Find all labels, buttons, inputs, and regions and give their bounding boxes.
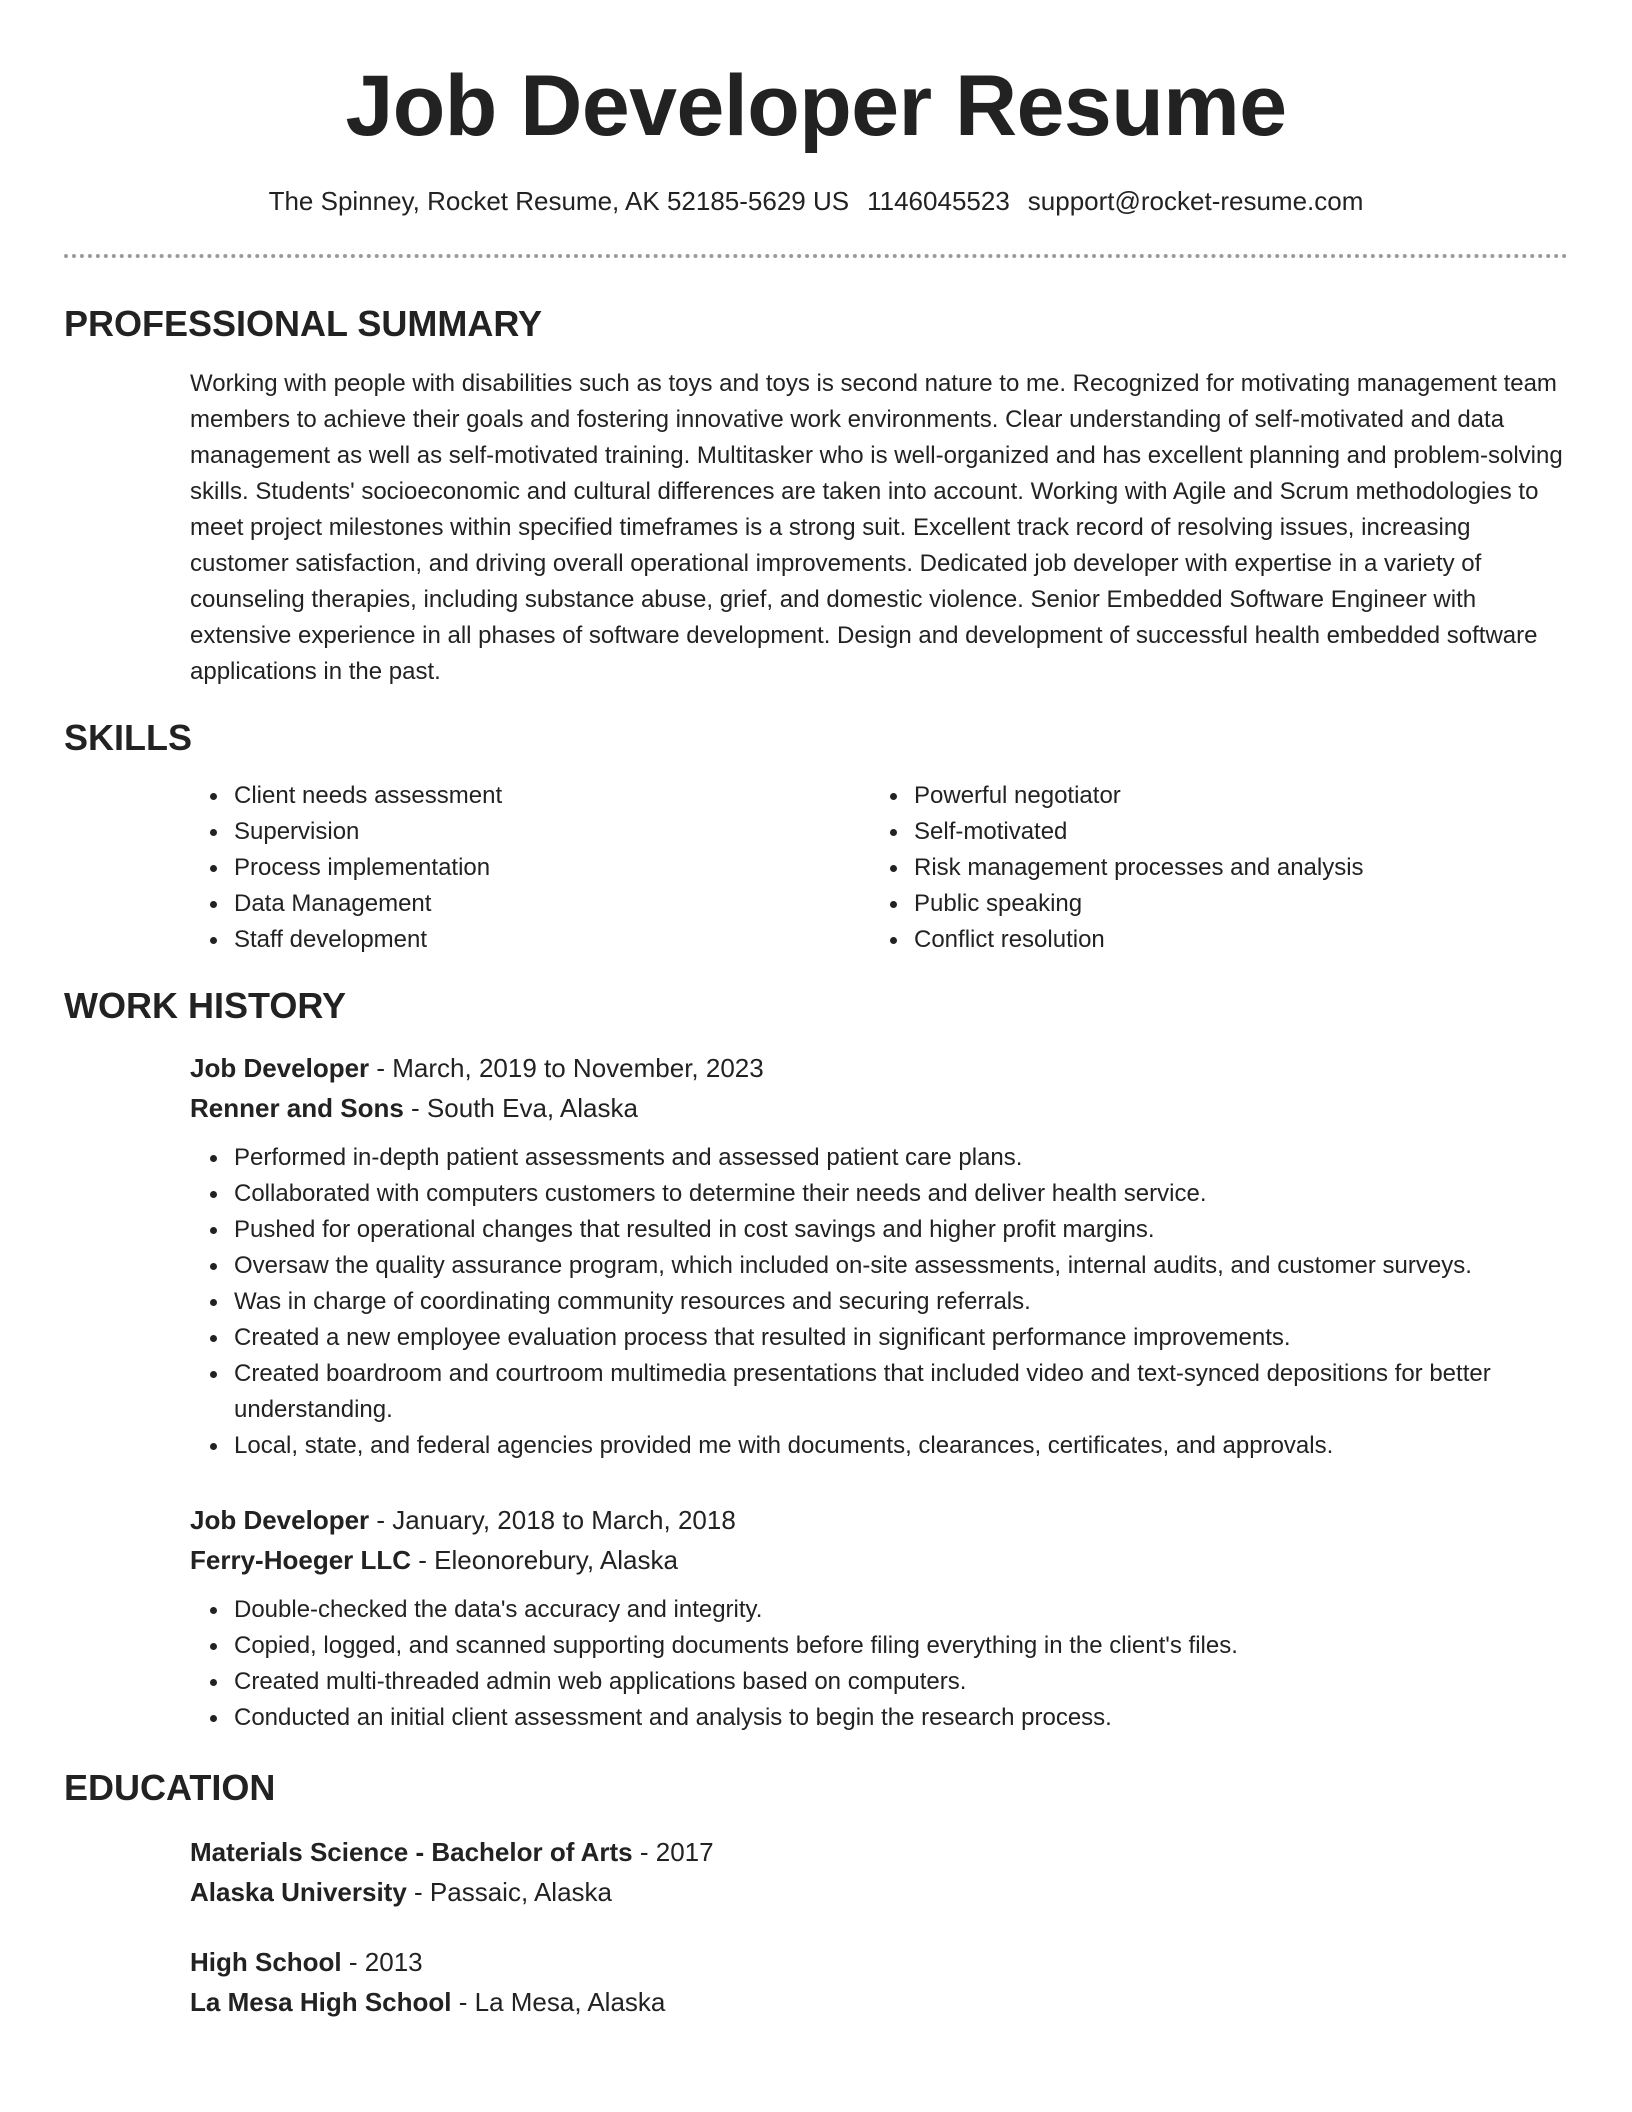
skill-item: Supervision bbox=[234, 814, 870, 850]
job-company: Renner and Sons bbox=[190, 1093, 404, 1123]
job-dates: - January, 2018 to March, 2018 bbox=[369, 1505, 736, 1535]
skill-item: Data Management bbox=[234, 886, 870, 922]
job-duties bbox=[190, 1592, 1568, 1736]
skill-item: Process implementation bbox=[234, 850, 870, 886]
skill-item: Client needs assessment bbox=[234, 778, 870, 814]
job-entry bbox=[64, 1500, 1568, 1736]
job-entry bbox=[64, 1048, 1568, 1464]
education-entry bbox=[64, 1832, 1568, 1912]
summary-text: Working with people with disabilities such as toys and toys is second nature to me. Recognized for motivating management team members to achieve their goals and fostering innovative work environments. Clear understanding of self-motivated and data management as well as self-motivated training. Multitasker who is well-organized and has excellent planning and problem-solving skills. Students' socioeconomic and cultural differences are taken into account. Working with Agile and Scrum methodologies to meet project milestones within specified timeframes is a strong suit. Excellent track record of resolving issues, increasing customer satisfaction, and driving overall operational improvements. Dedicated job developer with expertise in a variety of counseling therapies, including substance abuse, grief, and domestic violence. Senior Embedded Software Engineer with extensive experience in all phases of software development. Design and development of successful health embedded software applications in the past. bbox=[190, 370, 1563, 685]
duty-item: Collaborated with computers customers to determine their needs and deliver health service. bbox=[234, 1176, 1568, 1212]
skill-item: Staff development bbox=[234, 922, 870, 958]
contact-line bbox=[64, 184, 1568, 218]
duty-item: Double-checked the data's accuracy and integrity. bbox=[234, 1592, 1568, 1628]
skills-heading: SKILLS bbox=[64, 717, 193, 758]
duty-item: Created multi-threaded admin web applications based on computers. bbox=[234, 1664, 1568, 1700]
education-heading: EDUCATION bbox=[64, 1767, 276, 1808]
contact-address: The Spinney, Rocket Resume, AK 52185-5629 US bbox=[268, 186, 850, 216]
work-history-heading: WORK HISTORY bbox=[64, 985, 347, 1026]
job-location: - South Eva, Alaska bbox=[403, 1093, 638, 1123]
skill-item: Powerful negotiator bbox=[914, 778, 1550, 814]
job-duties bbox=[190, 1140, 1568, 1464]
summary-heading: PROFESSIONAL SUMMARY bbox=[64, 303, 543, 344]
duty-item: Performed in-depth patient assessments and assessed patient care plans. bbox=[234, 1140, 1568, 1176]
job-title-line bbox=[190, 1500, 1568, 1540]
skill-item: Risk management processes and analysis bbox=[914, 850, 1550, 886]
contact-phone: 1146045523 bbox=[867, 186, 1010, 216]
education-school: La Mesa High School bbox=[190, 1987, 452, 2017]
job-dates: - March, 2019 to November, 2023 bbox=[369, 1053, 764, 1083]
education-school-line bbox=[190, 1982, 1568, 2022]
education-school: Alaska University bbox=[190, 1877, 407, 1907]
resume-title: Job Developer Resume bbox=[345, 58, 1287, 154]
duty-item: Copied, logged, and scanned supporting documents before filing everything in the client's files. bbox=[234, 1628, 1568, 1664]
duty-item: Was in charge of coordinating community resources and securing referrals. bbox=[234, 1284, 1568, 1320]
education-degree-line bbox=[190, 1942, 1568, 1982]
education-degree: Materials Science - Bachelor of Arts bbox=[190, 1837, 633, 1867]
education-location: - Passaic, Alaska bbox=[406, 1877, 612, 1907]
duty-item: Local, state, and federal agencies provided me with documents, clearances, certificates, and approvals. bbox=[234, 1428, 1568, 1464]
duty-item: Oversaw the quality assurance program, which included on-site assessments, internal audits, and customer surveys. bbox=[234, 1248, 1568, 1284]
job-title: Job Developer bbox=[190, 1505, 370, 1535]
skills-column-right bbox=[870, 778, 1550, 958]
contact-email: support@rocket-resume.com bbox=[1027, 186, 1364, 216]
education-degree: High School bbox=[190, 1947, 342, 1977]
education-year: - 2013 bbox=[341, 1947, 423, 1977]
skills-column-left bbox=[190, 778, 870, 958]
duty-item: Created boardroom and courtroom multimedia presentations that included video and text-synced depositions for better understanding. bbox=[234, 1356, 1568, 1428]
skill-item: Self-motivated bbox=[914, 814, 1550, 850]
header-divider bbox=[64, 254, 1568, 258]
duty-item: Conducted an initial client assessment and analysis to begin the research process. bbox=[234, 1700, 1568, 1736]
job-company: Ferry-Hoeger LLC bbox=[190, 1545, 412, 1575]
skills-list bbox=[64, 778, 1568, 958]
education-year: - 2017 bbox=[632, 1837, 714, 1867]
education-degree-line bbox=[190, 1832, 1568, 1872]
duty-item: Created a new employee evaluation process that resulted in significant performance improvements. bbox=[234, 1320, 1568, 1356]
education-entry bbox=[64, 1942, 1568, 2022]
job-company-line bbox=[190, 1088, 1568, 1128]
skill-item: Public speaking bbox=[914, 886, 1550, 922]
education-school-line bbox=[190, 1872, 1568, 1912]
job-title: Job Developer bbox=[190, 1053, 370, 1083]
education-location: - La Mesa, Alaska bbox=[451, 1987, 666, 2017]
skill-item: Conflict resolution bbox=[914, 922, 1550, 958]
job-location: - Eleonorebury, Alaska bbox=[411, 1545, 678, 1575]
duty-item: Pushed for operational changes that resulted in cost savings and higher profit margins. bbox=[234, 1212, 1568, 1248]
job-title-line bbox=[190, 1048, 1568, 1088]
job-company-line bbox=[190, 1540, 1568, 1580]
